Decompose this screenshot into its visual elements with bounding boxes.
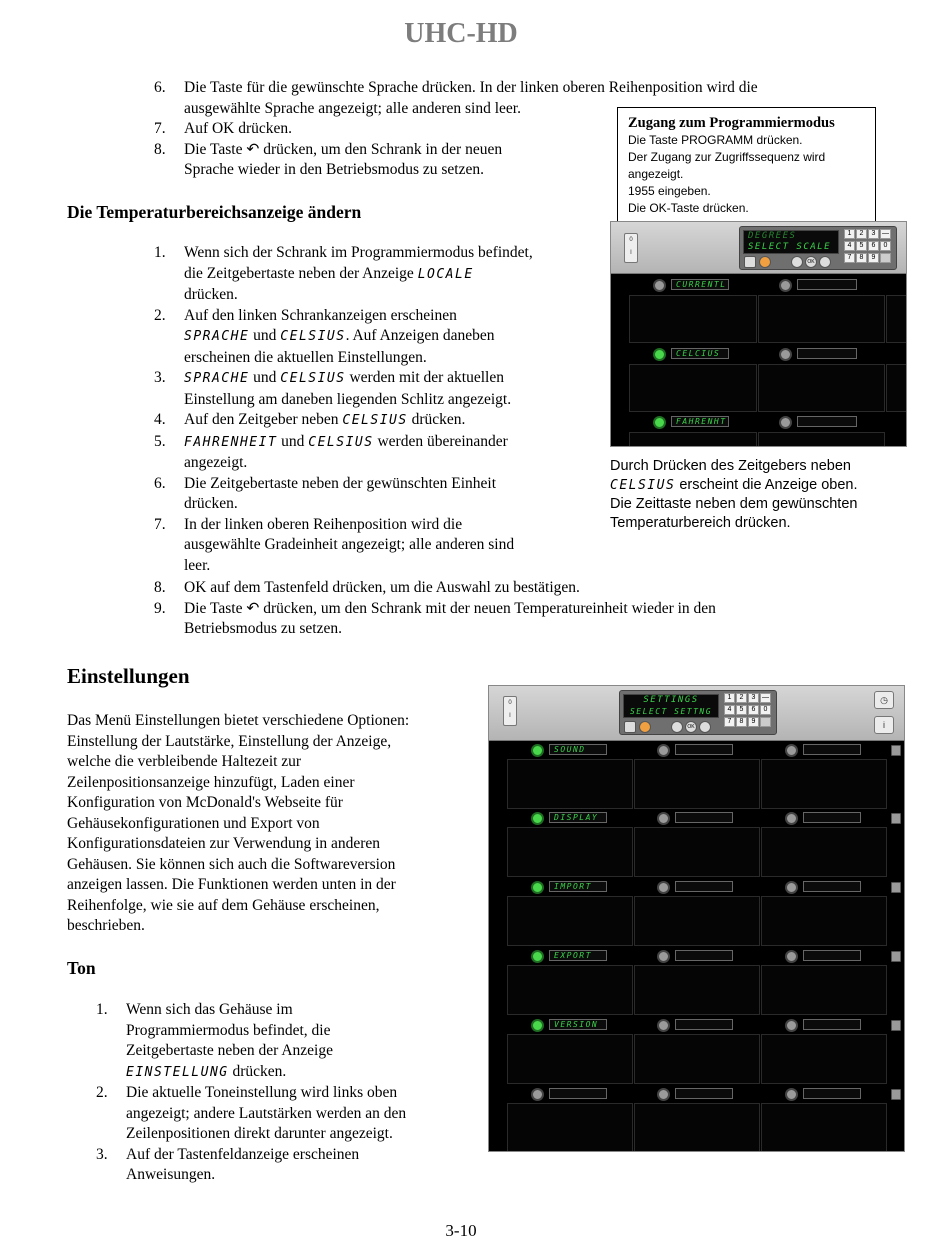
list-text: Zeitgebertaste neben der Anzeige	[126, 1042, 333, 1059]
slot-cell	[629, 432, 757, 447]
para-line: Einstellung der Lautstärke, Einstellung der Anzeige,	[67, 732, 392, 750]
back-arrow-icon: ↶	[246, 140, 260, 158]
page-header: UHC-HD	[404, 18, 518, 49]
box-line: angezeigt.	[628, 167, 684, 181]
ok-button[interactable]: OK	[805, 256, 817, 268]
program-button[interactable]	[744, 256, 756, 268]
row-label-display	[797, 348, 857, 359]
list-text: Betriebsmodus zu setzen.	[184, 620, 342, 637]
timer-button[interactable]	[531, 950, 544, 963]
key-3[interactable]: 3	[748, 693, 759, 703]
display-line: SELECT SCALE	[748, 242, 832, 252]
para-line: Das Menü Einstellungen bietet verschiedene Optionen:	[67, 712, 410, 729]
list-text: ausgewählte Sprache angezeigt; alle anderen sind leer.	[184, 99, 521, 117]
slot-cell	[507, 896, 633, 946]
timer-button[interactable]	[785, 744, 798, 757]
slot-cell	[758, 364, 885, 412]
timer-button[interactable]	[531, 1019, 544, 1032]
list-number: 5.	[154, 432, 166, 450]
para-line: Zeilenpositionsanzeige hinzufügt, Laden einer	[67, 773, 355, 791]
key-4[interactable]: 4	[724, 705, 735, 715]
key-blank[interactable]	[880, 253, 891, 263]
para-line: Gehäusekonfigurationen und Export von	[67, 814, 320, 832]
list-text: OK auf dem Tastenfeld drücken, um die Auswahl zu bestätigen.	[184, 579, 580, 596]
key-7[interactable]: 7	[724, 717, 735, 727]
slot-cell	[634, 1103, 760, 1152]
list-text: Einstellung am daneben liegenden Schlitz angezeigt.	[184, 390, 512, 408]
timer-button[interactable]	[657, 744, 670, 757]
list-number: 8.	[154, 579, 166, 596]
slot-cell	[758, 432, 885, 447]
keypad-controller	[739, 226, 897, 270]
lcd-text: CELSIUS	[280, 329, 346, 344]
slot-cell	[886, 295, 907, 343]
row-label-display	[797, 279, 857, 290]
list-item	[154, 599, 874, 640]
display-line: SELECT SETTNG	[629, 707, 713, 716]
para-line: beschrieben.	[67, 917, 145, 934]
key-5[interactable]: 5	[736, 705, 747, 715]
timer-button[interactable]	[653, 279, 666, 292]
ton-steps-list	[96, 1000, 476, 1186]
lcd-text: FAHRENHEIT	[184, 434, 278, 450]
list-text: drücken, um den Schrank in der neuen	[259, 140, 503, 158]
list-text: und	[249, 369, 281, 386]
timer-button[interactable]	[779, 348, 792, 361]
row-label-display	[675, 1019, 733, 1030]
key-0[interactable]: 0	[760, 705, 771, 715]
list-item	[154, 578, 874, 599]
timer-button[interactable]	[531, 1088, 544, 1101]
list-text: Auf den Zeitgeber neben	[184, 411, 343, 428]
box-title: Zugang zum Programmiermodus	[628, 115, 835, 131]
side-button[interactable]	[891, 882, 901, 893]
key-1[interactable]: 1	[724, 693, 735, 703]
slot-cell	[507, 759, 633, 809]
list-text: und	[249, 327, 281, 344]
key-0[interactable]: 0	[880, 241, 891, 251]
lcd-text: CELSIUS	[280, 371, 346, 386]
box-line: Der Zugang zur Zugriffssequenz wird	[628, 150, 826, 164]
slot-cell	[634, 1034, 760, 1084]
slot-cell	[507, 965, 633, 1015]
row-label-display: FAHRENHT	[671, 416, 729, 427]
side-button[interactable]	[891, 1089, 901, 1100]
list-number: 1.	[154, 244, 166, 261]
row-label-display: EXPORT	[549, 950, 607, 961]
row-label-display	[803, 950, 861, 961]
list-text: werden übereinander	[373, 432, 508, 450]
list-text: leer.	[184, 556, 211, 574]
box-line: Die Taste PROGRAMM drücken.	[628, 133, 803, 147]
side-button[interactable]	[891, 813, 901, 824]
list-text: Zeilenpositionen direkt darunter angezeigt.	[126, 1125, 393, 1142]
timer-button[interactable]	[531, 744, 544, 757]
list-number: 6.	[154, 474, 166, 492]
para-line: Reihenfolge, wie sie auf dem Gehäuse erscheinen,	[67, 896, 380, 914]
control-bar	[489, 686, 904, 741]
para-line: welche die verbleibende Haltezeit zur	[67, 753, 302, 770]
row-label-display: CURRENTL	[671, 279, 729, 290]
timer-button[interactable]	[779, 416, 792, 429]
list-text: Auf der Tastenfeldanzeige erscheinen	[126, 1145, 360, 1163]
row-label-display	[675, 1088, 733, 1099]
key-9[interactable]: 9	[868, 253, 879, 263]
key-8[interactable]: 8	[736, 717, 747, 727]
timer-button[interactable]	[785, 881, 798, 894]
list-number: 3.	[96, 1145, 108, 1163]
side-button[interactable]	[891, 951, 901, 962]
list-text: Wenn sich der Schrank im Programmiermodus befindet,	[184, 244, 533, 261]
list-text: Programmiermodus befindet, die	[126, 1021, 331, 1039]
list-item	[96, 1000, 476, 1083]
list-text: Die Zeitgebertaste neben der gewünschten Einheit	[184, 474, 497, 492]
slot-cell	[758, 295, 885, 343]
key-blank[interactable]	[760, 717, 771, 727]
slot-cell	[761, 759, 887, 809]
key-7[interactable]: 7	[844, 253, 855, 263]
timer-button[interactable]	[653, 348, 666, 361]
list-text: angezeigt; andere Lautstärken werden an den	[126, 1104, 407, 1122]
slot-cell	[761, 827, 887, 877]
switch-label: 0	[629, 237, 633, 243]
box-line: Die OK-Taste drücken.	[628, 201, 749, 215]
list-number: 4.	[154, 411, 166, 428]
list-text: drücken.	[184, 495, 238, 512]
lcd-text: LOCALE	[417, 266, 474, 282]
row-label-display	[803, 812, 861, 823]
list-text: Die Taste	[184, 599, 247, 617]
list-number: 7.	[154, 120, 166, 137]
page-number: 3-10	[445, 1221, 477, 1240]
lcd-text: EINSTELLUNG	[126, 1064, 229, 1080]
left-arrow-button[interactable]	[671, 721, 683, 733]
list-text: Auf OK drücken.	[184, 120, 293, 137]
row-label-display: IMPORT	[549, 881, 607, 892]
ok-button[interactable]: OK	[685, 721, 697, 733]
timer-button[interactable]	[531, 881, 544, 894]
row-label-display: DISPLAY	[549, 812, 607, 823]
para-line: Konfigurationsdateien zur Verwendung in anderen	[67, 835, 381, 852]
list-text: erscheinen die aktuellen Einstellungen.	[184, 348, 427, 366]
row-label-display: CELCIUS	[671, 348, 729, 359]
list-text: und	[277, 432, 309, 450]
key-1[interactable]: 1	[844, 229, 855, 239]
row-label-display	[675, 881, 733, 892]
slot-cell	[634, 965, 760, 1015]
key-6[interactable]: 6	[748, 705, 759, 715]
list-number: 2.	[154, 306, 166, 324]
row-label-display	[675, 950, 733, 961]
key-2[interactable]: 2	[856, 229, 867, 239]
list-text: In der linken oberen Reihenposition wird die	[184, 515, 463, 533]
row-label-display	[675, 812, 733, 823]
cabinet-panel-settings	[488, 685, 905, 1152]
settings-paragraph	[67, 711, 467, 937]
switch-label: I	[509, 713, 511, 719]
list-text: die Zeitgebertaste neben der Anzeige	[184, 264, 418, 282]
slot-cell	[629, 364, 757, 412]
lcd-text: SPRACHE	[184, 329, 250, 344]
switch-label: 0	[508, 700, 512, 706]
list-item	[154, 515, 624, 577]
list-item	[96, 1083, 476, 1145]
slot-cell	[761, 965, 887, 1015]
key-dash[interactable]: —	[882, 230, 889, 237]
display-line: SETTINGS	[643, 695, 699, 705]
timer-button[interactable]	[785, 812, 798, 825]
lcd-text: CELSIUS	[610, 478, 676, 493]
list-number: 6.	[154, 79, 166, 96]
row-label-display: VERSION	[549, 1019, 607, 1030]
slot-cell	[634, 827, 760, 877]
list-item	[154, 474, 624, 515]
list-number: 1.	[96, 1001, 108, 1018]
timer-button[interactable]	[785, 1088, 798, 1101]
side-button[interactable]	[891, 1020, 901, 1031]
key-2[interactable]: 2	[736, 693, 747, 703]
section-heading-temperature: Die Temperaturbereichsanzeige ändern	[67, 202, 362, 222]
para-line: anzeigen lassen. Die Funktionen werden unten in der	[67, 876, 396, 893]
cabinet-panel-degrees	[610, 221, 907, 447]
list-text: drücken.	[228, 1062, 287, 1080]
list-text: drücken.	[184, 286, 238, 303]
display-line: DEGREES	[748, 231, 797, 241]
slot-cell	[507, 827, 633, 877]
slot-cell	[761, 1034, 887, 1084]
list-text: Die aktuelle Toneinstellung wird links oben	[126, 1084, 398, 1101]
section-heading-settings: Einstellungen	[67, 664, 190, 688]
back-arrow-icon: ↶	[246, 599, 260, 617]
list-number: 9.	[154, 599, 166, 617]
list-text: Sprache wieder in den Betriebsmodus zu setzen.	[184, 161, 485, 178]
timer-button[interactable]	[785, 1019, 798, 1032]
caption-line: erscheint die Anzeige oben.	[675, 477, 858, 493]
caption-line: Die Zeittaste neben dem gewünschten	[610, 496, 858, 512]
list-text: Auf den linken Schrankanzeigen erscheinen	[184, 306, 457, 324]
temperature-steps-list-cont	[154, 578, 874, 640]
row-label-display	[803, 1019, 861, 1030]
slot-cell	[886, 364, 907, 412]
power-switch[interactable]	[624, 233, 638, 263]
switch-label: I	[630, 250, 632, 256]
timer-button[interactable]	[657, 950, 670, 963]
row-label-display	[803, 744, 861, 755]
list-item	[96, 1145, 476, 1186]
key-9[interactable]: 9	[748, 717, 759, 727]
list-text: drücken, um den Schrank mit der neuen Temperatureinheit wieder in den	[259, 599, 716, 617]
row-label-display	[549, 1088, 607, 1099]
list-text: Anweisungen.	[126, 1166, 216, 1183]
list-item	[154, 410, 624, 432]
key-8[interactable]: 8	[856, 253, 867, 263]
key-6[interactable]: 6	[868, 241, 879, 251]
list-text: angezeigt.	[184, 454, 248, 471]
slot-cell	[629, 295, 757, 343]
list-item	[154, 306, 624, 369]
power-switch[interactable]	[503, 696, 517, 726]
list-number: 3.	[154, 369, 166, 386]
para-line: Konfiguration von McDonald's Webseite für	[67, 794, 343, 811]
timer-button[interactable]	[657, 881, 670, 894]
slot-cell	[761, 896, 887, 946]
timer-button[interactable]	[657, 812, 670, 825]
keypad-controller	[619, 690, 777, 735]
caption-line: Temperaturbereich drücken.	[610, 515, 791, 531]
lcd-text: CELSIUS	[342, 413, 408, 428]
figure-caption	[610, 457, 910, 533]
slot-cell	[507, 1034, 633, 1084]
list-text: ausgewählte Gradeinheit angezeigt; alle anderen sind	[184, 536, 515, 553]
keypad-display	[623, 694, 719, 718]
right-arrow-button[interactable]	[699, 721, 711, 733]
slot-cell	[507, 1103, 633, 1152]
row-label-display	[803, 881, 861, 892]
timer-button[interactable]	[785, 950, 798, 963]
lcd-text: SPRACHE	[184, 371, 250, 386]
back-button[interactable]	[759, 256, 771, 268]
timer-button[interactable]	[779, 279, 792, 292]
list-item	[154, 432, 624, 474]
box-line: 1955 eingeben.	[628, 184, 711, 198]
control-bar	[611, 222, 906, 274]
info-icon[interactable]: i	[874, 716, 894, 734]
left-arrow-button[interactable]	[791, 256, 803, 268]
back-button[interactable]	[639, 721, 651, 733]
slot-cell	[634, 759, 760, 809]
keypad-display	[743, 230, 839, 254]
key-dash[interactable]: —	[762, 694, 769, 701]
slot-cell	[634, 896, 760, 946]
list-text: . Auf Anzeigen daneben	[345, 327, 495, 344]
list-number: 7.	[154, 515, 166, 533]
row-label-display	[797, 416, 857, 427]
programming-mode-box	[617, 107, 876, 222]
list-number: 8.	[154, 140, 166, 158]
row-label-display	[803, 1088, 861, 1099]
row-label-display: SOUND	[549, 744, 607, 755]
section-heading-ton: Ton	[67, 958, 96, 978]
list-item	[154, 368, 624, 410]
program-button[interactable]	[624, 721, 636, 733]
list-text: drücken.	[407, 411, 466, 428]
slot-cell	[761, 1103, 887, 1152]
key-5[interactable]: 5	[856, 241, 867, 251]
lcd-text: CELSIUS	[308, 434, 374, 450]
key-3[interactable]: 3	[868, 229, 879, 239]
list-item	[154, 243, 624, 306]
list-number: 2.	[96, 1084, 108, 1101]
key-4[interactable]: 4	[844, 241, 855, 251]
caption-line: Durch Drücken des Zeitgebers neben	[610, 458, 851, 474]
clock-icon[interactable]: ◷	[874, 691, 894, 709]
para-line: Gehäusen. Sie können sich auch die Softwareversion	[67, 855, 396, 873]
list-text: Wenn sich das Gehäuse im	[126, 1001, 293, 1018]
timer-button[interactable]	[657, 1088, 670, 1101]
timer-button[interactable]	[531, 812, 544, 825]
right-arrow-button[interactable]	[819, 256, 831, 268]
side-button[interactable]	[891, 745, 901, 756]
list-text: Die Taste	[184, 140, 247, 158]
row-label-display	[675, 744, 733, 755]
list-text: Die Taste für die gewünschte Sprache drücken. In der linken oberen Reihenposition wird die	[184, 79, 758, 96]
timer-button[interactable]	[657, 1019, 670, 1032]
list-text: werden mit der aktuellen	[345, 369, 504, 386]
timer-button[interactable]	[653, 416, 666, 429]
temperature-steps-list	[154, 243, 624, 576]
